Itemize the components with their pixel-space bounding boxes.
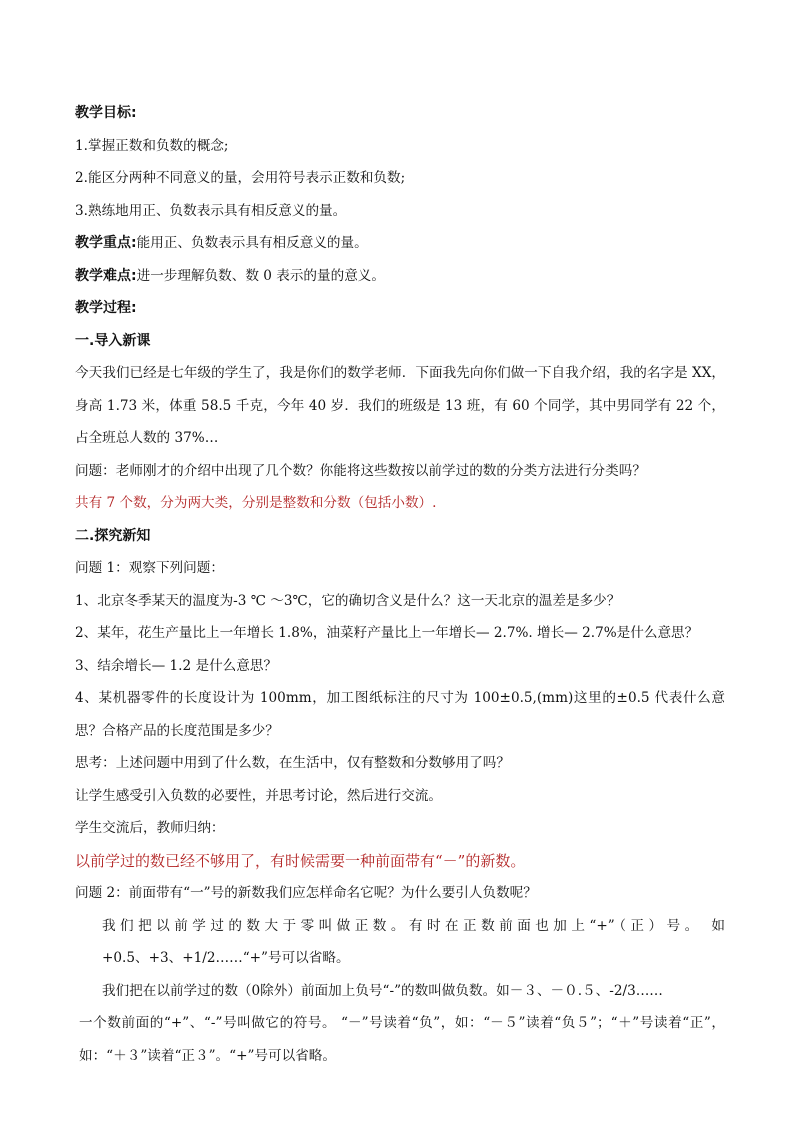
positive-definition: 我们把以前学过的数大于零叫做正数。有时在正数前面也加上“+”（正）号。 如+0.5、+3、+1/2……“+”号可以省略。 xyxy=(102,917,725,966)
objective-item-3: 3.熟练地用正、负数表示具有相反意义的量。 xyxy=(75,202,347,219)
difficulty-label: 教学难点: xyxy=(75,267,137,284)
section1-question: 问题：老师刚才的介绍中出现了几个数？你能将这些数按以前学过的数的分类方法进行分类吗？ xyxy=(75,462,646,479)
process-heading: 教学过程: xyxy=(75,300,137,316)
summary-text: 以前学过的数已经不够用了，有时候需要一种前面带有“－”的新数。 xyxy=(75,851,526,870)
difficulty-text: 进一步理解负数、数 0 表示的量的意义。 xyxy=(136,267,385,284)
objectives-heading: 教学目标: xyxy=(75,105,137,121)
key-point-label: 教学重点: xyxy=(75,235,137,251)
after-text: 学生交流后，教师归纳： xyxy=(75,820,225,836)
sign-definition: 一个数前面的“+”、“-”号叫做它的符号。 “－”号读着“负”，如：“－５”读着“负５”；“＋”号读着“正”，如：“＋３”读着“正３”。“+”号可以省略。 xyxy=(79,1015,725,1064)
document-page xyxy=(75,97,725,1072)
negative-definition: 我们把在以前学过的数（0除外）前面加上负号“-”的数叫做负数。如－３、－０.５、-2/3…… xyxy=(102,982,663,999)
question2-text: 问题 2：前面带有“一”号的新数我们应怎样命名它呢？为什么要引人负数呢？ xyxy=(75,885,537,901)
question1-item-4: 4、某机器零件的长度设计为 100mm，加工图纸标注的尺寸为 100±0.5,(mm)这里的±0.5 代表什么意思？合格产品的长度范围是多少？ xyxy=(75,690,725,739)
key-point-line xyxy=(75,227,725,260)
think-text: 思考：上述问题中用到了什么数，在生活中，仅有整数和分数够用了吗？ xyxy=(75,755,510,771)
question1-item-3: 3、结余增长— 1.2 是什么意思？ xyxy=(75,657,278,674)
section1-intro: 今天我们已经是七年级的学生了，我是你们的数学老师．下面我先向你们做一下自我介绍，我的名字是 XX，身高 1.73 米，体重 58.5 千克，今年 40 岁．我们的班级是 13 班，有 60 个同学，其中男同学有 22 个，占全班总人数的 37%… xyxy=(75,365,725,446)
objective-item-1: 1.掌握正数和负数的概念; xyxy=(75,137,229,154)
section1-answer: 共有 7 个数，分为两大类，分别是整数和分数（包括小数）. xyxy=(75,495,437,511)
feel-text: 让学生感受引入负数的必要性，并思考讨论，然后进行交流。 xyxy=(75,787,443,804)
section1-heading: 一.导入新课 xyxy=(75,332,151,349)
question1-item-1: 1、北京冬季某天的温度为-3 ℃ ～3℃，它的确切含义是什么？这一天北京的温差是多少？ xyxy=(75,592,621,609)
difficulty-line xyxy=(75,260,725,293)
objective-item-2: 2.能区分两种不同意义的量，会用符号表示正数和负数; xyxy=(75,170,406,186)
question1-title: 问题 1：观察下列问题： xyxy=(75,560,224,576)
section2-heading: 二.探究新知 xyxy=(75,527,151,544)
question1-item-2: 2、某年，花生产量比上一年增长 1.8%，油菜籽产量比上一年增长— 2.7%. 增长— 2.7%是什么意思？ xyxy=(75,625,699,641)
key-point-text: 能用正、负数表示具有相反意义的量。 xyxy=(136,235,368,251)
